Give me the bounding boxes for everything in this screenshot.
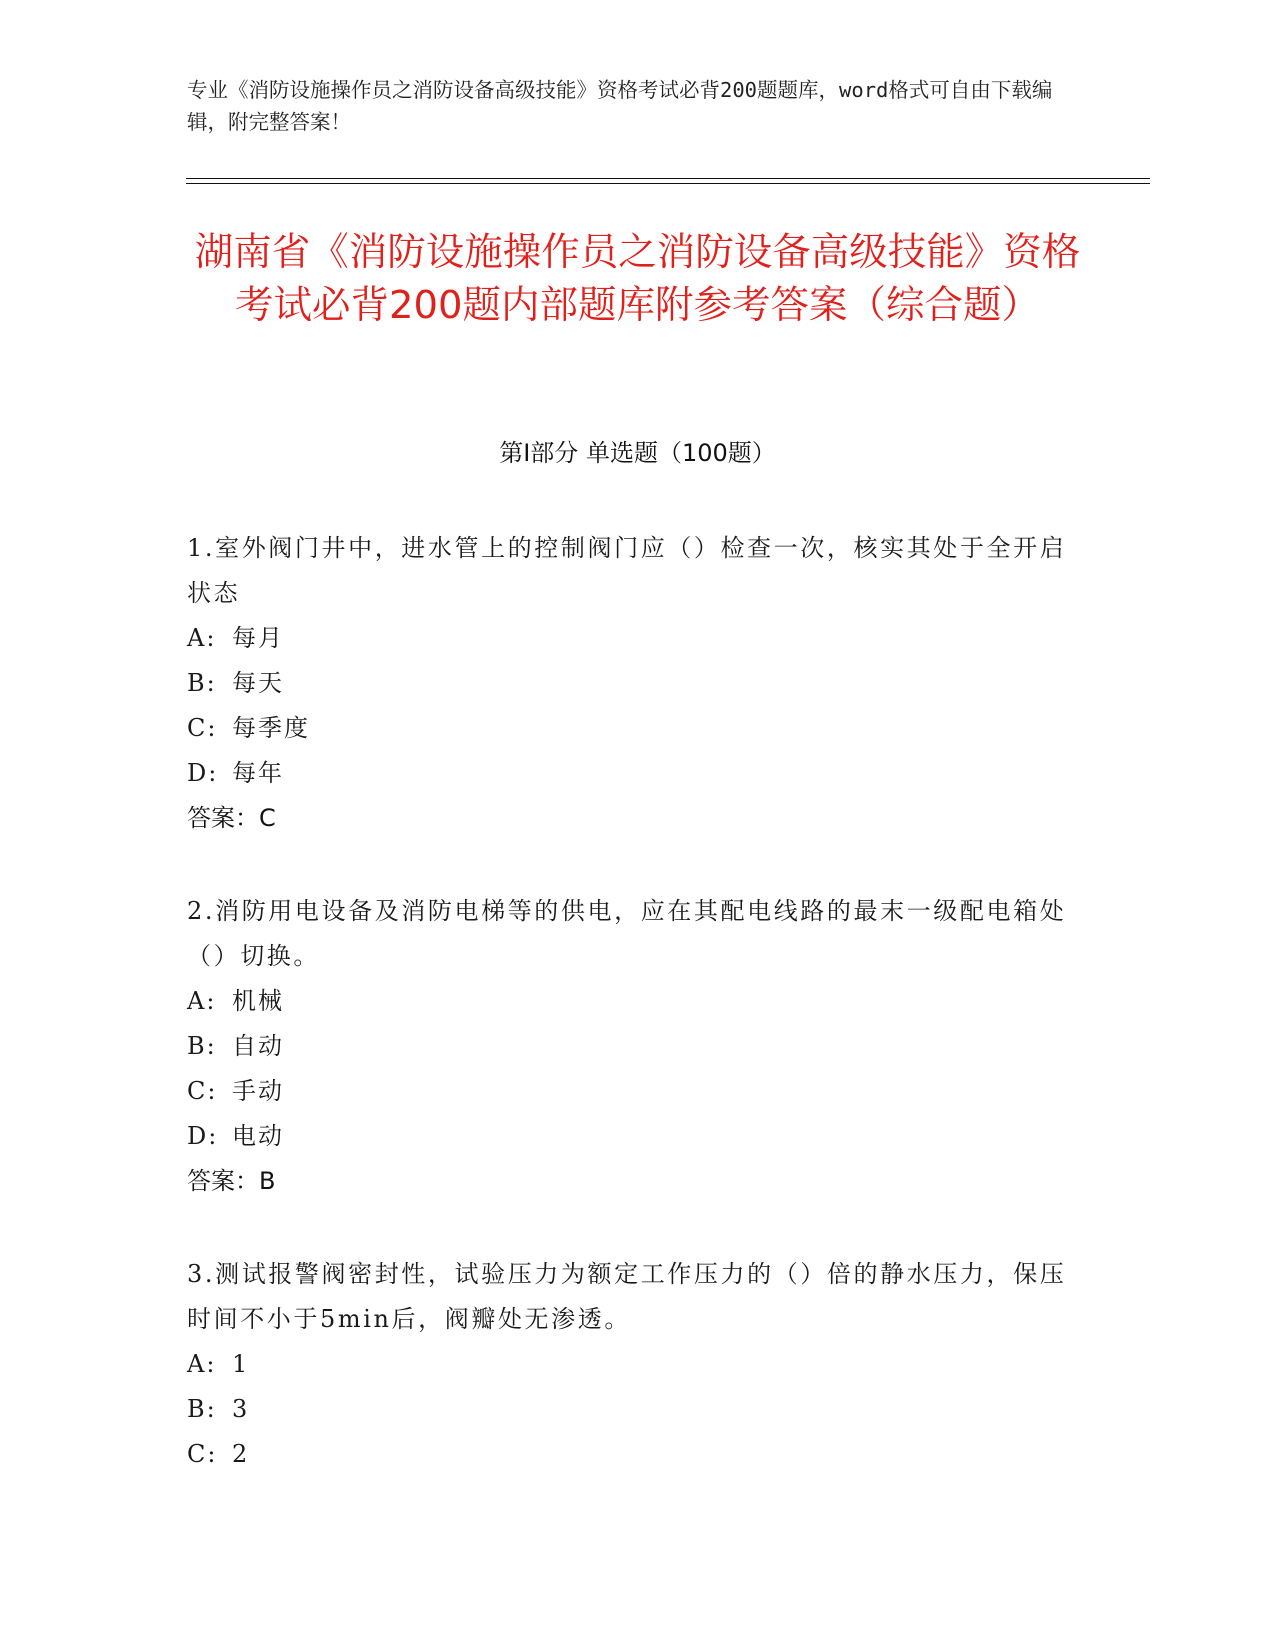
option-a — [187, 616, 1067, 661]
question-2 — [187, 889, 1067, 1204]
option-key: C: — [187, 714, 218, 742]
option-text: 每年 — [232, 759, 284, 787]
question-1 — [187, 526, 1067, 841]
option-text: 每月 — [232, 624, 284, 652]
option-text: 1 — [232, 1350, 250, 1378]
option-a — [187, 979, 1067, 1024]
header-divider-top — [186, 178, 1150, 179]
option-c — [187, 706, 1067, 751]
option-text: 自动 — [232, 1032, 284, 1060]
answer-line: 答案：C — [187, 804, 276, 832]
option-text: 3 — [232, 1395, 250, 1423]
section-heading: 第I部分 单选题（100题） — [499, 439, 776, 467]
option-key: B: — [187, 1395, 217, 1423]
option-d — [187, 751, 1067, 796]
option-b — [187, 661, 1067, 706]
question-text: 2.消防用电设备及消防电梯等的供电，应在其配电线路的最末一级配电箱处（）切换。 — [187, 897, 1067, 970]
option-key: B: — [187, 669, 217, 697]
option-a — [187, 1342, 1067, 1387]
option-key: C: — [187, 1077, 218, 1105]
option-text: 每天 — [232, 669, 284, 697]
option-key: D: — [187, 759, 219, 787]
option-key: B: — [187, 1032, 217, 1060]
option-key: C: — [187, 1440, 218, 1468]
option-key: A: — [187, 987, 217, 1015]
question-text: 3.测试报警阀密封性，试验压力为额定工作压力的（）倍的静水压力，保压时间不小于5min后，阀瓣处无渗透。 — [187, 1260, 1067, 1333]
option-text: 2 — [232, 1440, 250, 1468]
question-text: 1.室外阀门井中，进水管上的控制阀门应（）检查一次，核实其处于全开启状态 — [187, 534, 1067, 607]
header-divider-bottom — [186, 183, 1150, 184]
option-key: D: — [187, 1122, 219, 1150]
option-key: A: — [187, 1350, 217, 1378]
answer-line: 答案：B — [187, 1167, 276, 1195]
option-c — [187, 1069, 1067, 1114]
option-text: 每季度 — [232, 714, 310, 742]
option-d — [187, 1114, 1067, 1159]
option-c — [187, 1432, 1067, 1477]
option-b — [187, 1024, 1067, 1069]
question-list — [187, 526, 1067, 1525]
option-key: A: — [187, 624, 217, 652]
document-title: 湖南省《消防设施操作员之消防设备高级技能》资格考试必背200题内部题库附参考答案（综合题） — [194, 230, 1081, 328]
option-text: 电动 — [232, 1122, 284, 1150]
header-note: 专业《消防设施操作员之消防设备高级技能》资格考试必背200题题库，word格式可自由下载编辑，附完整答案！ — [187, 78, 1053, 134]
option-b — [187, 1387, 1067, 1432]
question-3 — [187, 1252, 1067, 1477]
option-text: 手动 — [232, 1077, 284, 1105]
option-text: 机械 — [232, 987, 284, 1015]
